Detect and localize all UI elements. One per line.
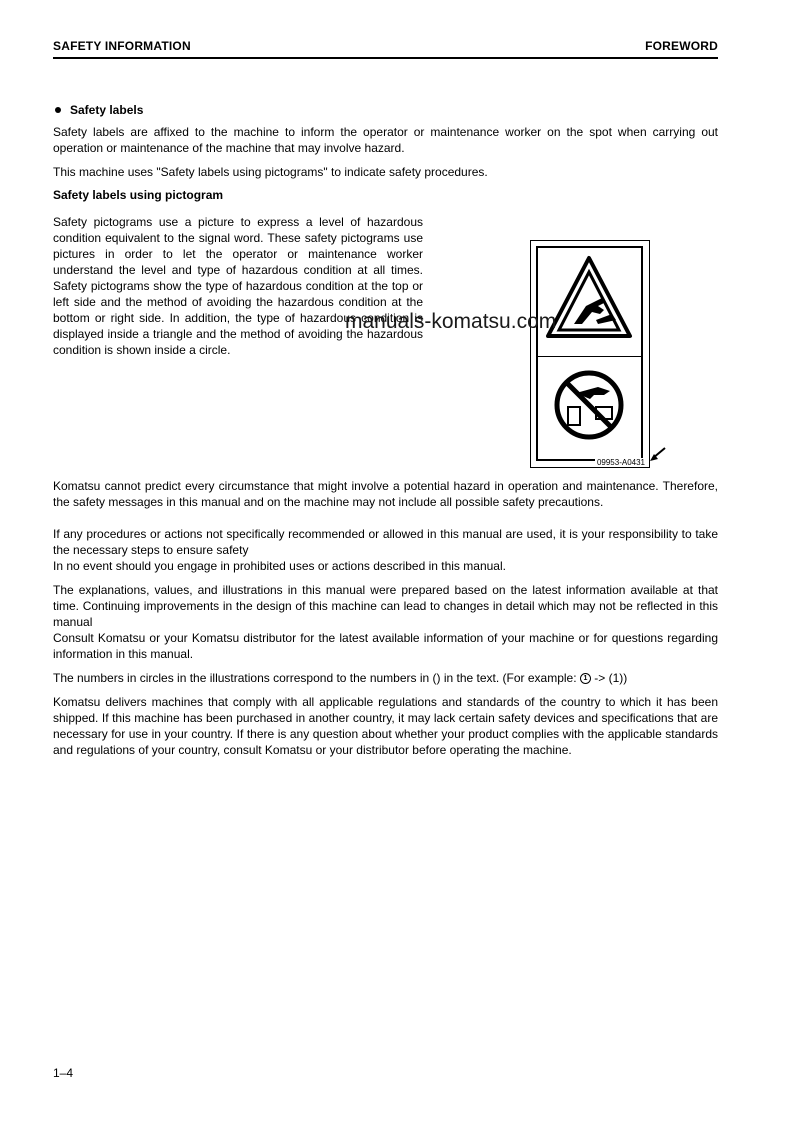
paragraph-regulations: Komatsu delivers machines that comply with all applicable regulations and standards of the country to which it has been shipped. If this machine has been purchased in another country, it may lack certain safety devices and specifications that are necessary for use in your country. If there is any question about whether your product complies with the applicable standards and regulations of your country, consult Komatsu or your distributor before operating the machine. — [53, 695, 718, 757]
page-number: 1–4 — [53, 1066, 74, 1080]
numbers-note: The numbers in circles in the illustrations correspond to the numbers in () in the text. (For example: 1 -> (1)) — [53, 671, 628, 685]
pictogram-heading: Safety labels using pictogram — [53, 188, 224, 202]
paragraph-prohibited: In no event should you engage in prohibited uses or actions described in this manual. — [53, 559, 506, 573]
safety-labels-heading: Safety labels — [55, 103, 143, 117]
section-title: SAFETY INFORMATION — [53, 39, 191, 53]
safety-label-frame — [536, 246, 643, 461]
page-header — [53, 39, 718, 59]
paragraph-responsibility: If any procedures or actions not specifically recommended or allowed in this manual are used, it is your responsibility to take the necessary steps to ensure safety — [53, 527, 718, 557]
paragraph-consult: Consult Komatsu or your Komatsu distributor for the latest available information of your machine or for questions regarding information in this manual. — [53, 631, 718, 661]
figure-code: 09953-A0431 — [596, 458, 645, 467]
paragraph-predict: Komatsu cannot predict every circumstance that might involve a potential hazard in operation and maintenance. Therefore, the safety messages in this manual and on the machine may not include all possible safety precautions. — [53, 479, 718, 509]
warning-triangle-icon — [538, 248, 641, 356]
safety-labels-intro: Safety labels are affixed to the machine to inform the operator or maintenance worker on the spot when carrying out operation or maintenance of the machine that may involve hazard. — [53, 125, 718, 155]
paragraph-explanations: The explanations, values, and illustrations in this manual were prepared based on the latest information available at that time. Continuing improvements in the design of this machine can lead to changes in detail which may not be reflected in this manual — [53, 583, 718, 629]
pictogram-description: Safety pictograms use a picture to express a level of hazardous condition equivalent to the signal word. These safety pictograms use pictures in order to let the operator or maintenance worker understand the level and type of hazardous condition at all times. Safety pictograms show the type of hazardous condition at the top or left side and the method of avoiding the hazardous condition at the bottom or right side. In addition, the type of hazardous condition is displayed inside a triangle and the method of avoiding the hazardous condition is shown inside a circle. — [53, 215, 423, 357]
bullet-icon — [55, 107, 61, 113]
chapter-title: FOREWORD — [645, 39, 718, 53]
safety-label-figure — [530, 240, 650, 468]
prohibition-circle-icon — [538, 357, 641, 460]
safety-labels-usage: This machine uses "Safety labels using pictograms" to indicate safety procedures. — [53, 165, 488, 179]
circled-number-icon: 1 — [580, 673, 591, 684]
watermark: manuals-komatsu.com — [345, 310, 557, 333]
pointer-arrow-icon — [649, 446, 667, 462]
